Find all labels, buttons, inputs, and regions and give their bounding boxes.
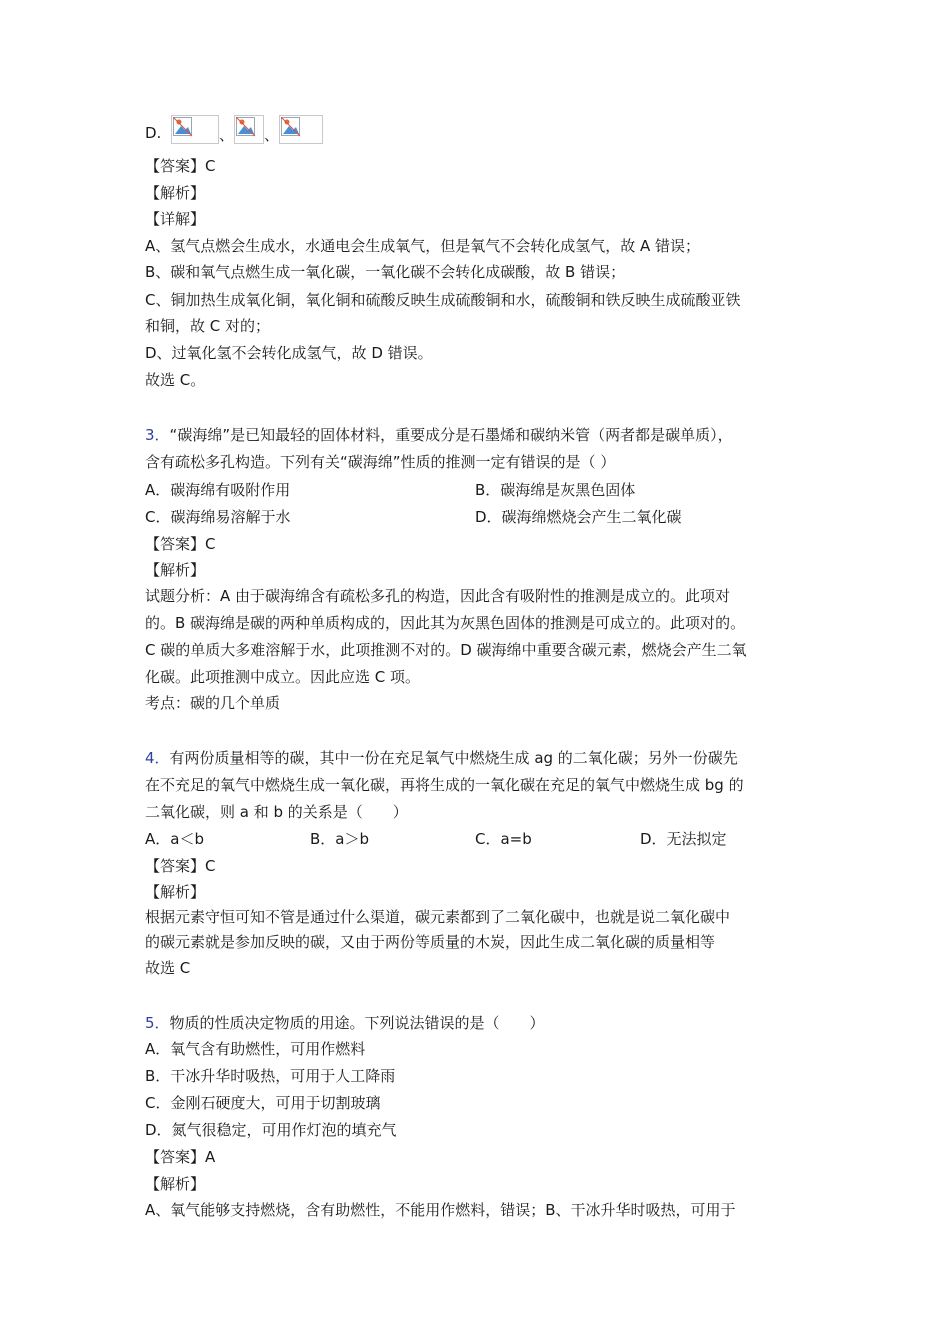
question-number: 5． bbox=[145, 1014, 170, 1032]
analysis-label: 【解析】 bbox=[145, 561, 206, 579]
explanation-line: 故选 C。 bbox=[145, 371, 206, 389]
separator: 、 bbox=[264, 126, 280, 144]
knowledge-point: 考点：碳的几个单质 bbox=[145, 694, 281, 712]
question-stem bbox=[145, 425, 733, 445]
option-d: D．无法拟定 bbox=[640, 830, 727, 848]
stem-text: 物质的性质决定物质的用途。下列说法错误的是（ ） bbox=[169, 1014, 545, 1032]
stem-text: 有两份质量相等的碳，其中一份在充足氧气中燃烧生成 ag 的二氧化碳；另外一份碳先 bbox=[169, 749, 738, 767]
explanation-line: A、氢气点燃会生成水，水通电会生成氧气，但是氧气不会转化成氢气，故 A 错误； bbox=[145, 237, 701, 255]
analysis-label: 【解析】 bbox=[145, 883, 206, 901]
option-d: D．氮气很稳定，可用作灯泡的填充气 bbox=[145, 1121, 397, 1139]
answer-label: 【答案】C bbox=[145, 857, 216, 875]
explanation-line: 根据元素守恒可知不管是通过什么渠道，碳元素都到了二氧化碳中，也就是说二氧化碳中 bbox=[145, 908, 731, 926]
broken-image-icon bbox=[171, 115, 219, 144]
option-b: B．干冰升华时吸热，可用于人工降雨 bbox=[145, 1067, 396, 1085]
separator: 、 bbox=[219, 126, 235, 144]
explanation-line: 和铜，故 C 对的； bbox=[145, 317, 271, 335]
explanation-line: 故选 C bbox=[145, 959, 191, 977]
question-stem: 在不充足的氧气中燃烧生成一氧化碳，再将生成的一氧化碳在充足的氧气中燃烧生成 bg 的 bbox=[145, 776, 744, 794]
analysis-label: 【解析】 bbox=[145, 184, 206, 202]
broken-image-icon bbox=[279, 115, 323, 144]
option-a: A．氧气含有助燃性，可用作燃料 bbox=[145, 1040, 366, 1058]
option-a: A．碳海绵有吸附作用 bbox=[145, 481, 291, 499]
option-d: D．碳海绵燃烧会产生二氧化碳 bbox=[475, 508, 682, 526]
answer-label: 【答案】C bbox=[145, 535, 216, 553]
answer-label: 【答案】C bbox=[145, 157, 216, 175]
option-d-label: D. bbox=[145, 124, 162, 142]
question-stem bbox=[145, 748, 738, 768]
explanation-line: B、碳和氧气点燃生成一氧化碳，一氧化碳不会转化成碳酸，故 B 错误； bbox=[145, 263, 626, 281]
question-stem bbox=[145, 1013, 545, 1033]
explanation-line: 的。B 碳海绵是碳的两种单质构成的，因此其为灰黑色固体的推测是可成立的。此项对的。 bbox=[145, 614, 746, 632]
explanation-line: A、氧气能够支持燃烧，含有助燃性，不能用作燃料，错误；B、干冰升华时吸热，可用于 bbox=[145, 1201, 736, 1219]
option-a: A．a＜b bbox=[145, 830, 204, 848]
option-b: B．a＞b bbox=[310, 830, 370, 848]
explanation-line: 化碳。此项推测中成立。因此应选 C 项。 bbox=[145, 668, 421, 686]
question-number: 4． bbox=[145, 749, 170, 767]
broken-image-icon bbox=[234, 115, 264, 144]
analysis-label: 【解析】 bbox=[145, 1175, 206, 1193]
explanation-line: C 碳的单质大多难溶解于水，此项推测不对的。D 碳海绵中重要含碳元素，燃烧会产生二氧 bbox=[145, 641, 747, 659]
explanation-line: 的碳元素就是参加反映的碳，又由于两份等质量的木炭，因此生成二氧化碳的质量相等 bbox=[145, 933, 716, 951]
detail-label: 【详解】 bbox=[145, 210, 206, 228]
question-number: 3． bbox=[145, 426, 170, 444]
question-stem: 含有疏松多孔构造。下列有关“碳海绵”性质的推测一定有错误的是（ ） bbox=[145, 453, 616, 471]
option-b: B．碳海绵是灰黑色固体 bbox=[475, 481, 636, 499]
answer-label: 【答案】A bbox=[145, 1148, 216, 1166]
stem-text: “碳海绵”是已知最轻的固体材料，重要成分是石墨烯和碳纳米管（两者都是碳单质）， bbox=[169, 426, 733, 444]
explanation-line: 试题分析：A 由于碳海绵含有疏松多孔的构造，因此含有吸附性的推测是成立的。此项对 bbox=[145, 587, 731, 605]
option-c: C．碳海绵易溶解于水 bbox=[145, 508, 291, 526]
explanation-line: D、过氧化氢不会转化成氢气，故 D 错误。 bbox=[145, 344, 433, 362]
option-c: C．金刚石硬度大，可用于切割玻璃 bbox=[145, 1094, 381, 1112]
option-c: C．a=b bbox=[475, 830, 532, 848]
explanation-line: C、铜加热生成氧化铜，氧化铜和硫酸反映生成硫酸铜和水，硫酸铜和铁反映生成硫酸亚铁 bbox=[145, 291, 741, 309]
question-stem: 二氧化碳，则 a 和 b 的关系是（ ） bbox=[145, 803, 408, 821]
